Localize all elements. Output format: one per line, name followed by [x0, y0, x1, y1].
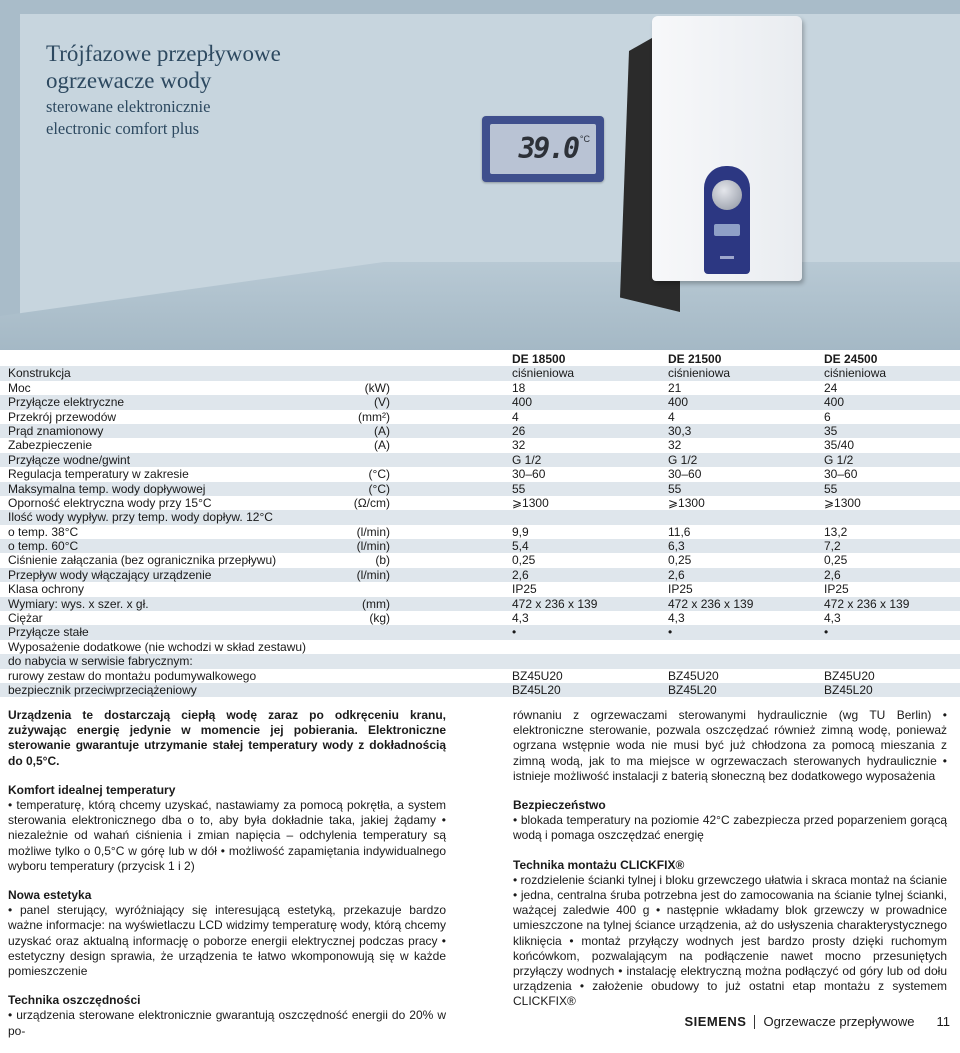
row-label: o temp. 38°C: [8, 524, 79, 539]
table-row: [0, 669, 960, 683]
row-value: 2,6: [824, 567, 841, 582]
row-value: 21: [668, 380, 682, 395]
table-row: [0, 438, 960, 452]
heading-saving: Technika oszczędności: [8, 993, 141, 1008]
row-value: 4: [512, 409, 519, 424]
heading-clickfix: Technika montażu CLICKFIX®: [513, 857, 685, 872]
row-value: BZ45L20: [512, 682, 561, 697]
row-label: Wymiary: wys. x szer. x gł.: [8, 596, 149, 611]
row-label: bezpiecznik przeciwprzeciążeniowy: [8, 682, 197, 697]
table-row: [0, 395, 960, 409]
heading-comfort: Komfort idealnej temperatury: [8, 782, 176, 797]
row-value: 0,25: [668, 553, 692, 568]
row-value: 55: [824, 481, 838, 496]
model-header: DE 21500: [668, 352, 722, 366]
row-label: o temp. 60°C: [8, 539, 79, 554]
table-row: [0, 582, 960, 596]
row-unit: (A): [374, 423, 390, 438]
row-label: Prąd znamionowy: [8, 423, 104, 438]
row-value: •: [668, 625, 673, 640]
row-value: 11,6: [668, 524, 691, 539]
row-value: 5,4: [512, 539, 529, 554]
row-unit: (°C): [368, 467, 390, 482]
row-value: 55: [668, 481, 682, 496]
row-value: BZ45U20: [668, 668, 719, 683]
row-value: G 1/2: [512, 452, 542, 467]
row-value: 24: [824, 380, 838, 395]
table-row: [0, 366, 960, 380]
row-value: BZ45L20: [824, 682, 873, 697]
row-unit: (A): [374, 438, 390, 453]
row-value: 9,9: [512, 524, 529, 539]
table-row: [0, 424, 960, 438]
row-label: Ilość wody wypływ. przy temp. wody dopływ. 12°C: [8, 510, 273, 525]
row-value: ⩾1300: [668, 495, 705, 510]
footer-section: Ogrzewacze przepływowe: [763, 1014, 915, 1029]
row-value: 30,3: [668, 423, 692, 438]
row-value: 30–60: [668, 467, 702, 482]
row-value: 6: [824, 409, 831, 424]
row-unit: (b): [375, 553, 390, 568]
model-header: DE 24500: [824, 352, 878, 366]
row-value: ciśnieniowa: [668, 366, 731, 381]
paragraph-saving: • urządzenia sterowane elektronicznie gwarantują oszczędność energii do 20% w po-: [8, 1008, 446, 1038]
row-label: Przepływ wody włączający urządzenie: [8, 567, 212, 582]
table-row: [0, 625, 960, 639]
row-value: 32: [512, 438, 526, 453]
row-value: ⩾1300: [824, 495, 861, 510]
row-value: 55: [512, 481, 526, 496]
lead-paragraph: Urządzenia te dostarczają ciepłą wodę zaraz po odkręceniu kranu, zużywając energię jedynie w momencie jej pobierania. Elektroniczne sterowanie gwarantuje utrzymanie stałej temperatury wody z dokładnością do 0,5°C.: [8, 708, 446, 768]
row-value: •: [512, 625, 517, 640]
row-label: Przyłącze stałe: [8, 625, 89, 640]
row-value: BZ45U20: [512, 668, 563, 683]
row-label: Zabezpieczenie: [8, 438, 93, 453]
row-value: IP25: [512, 582, 537, 597]
row-value: G 1/2: [668, 452, 698, 467]
row-value: BZ45L20: [668, 682, 717, 697]
knob-icon: [712, 180, 742, 210]
heater-control-panel: [704, 166, 750, 274]
row-value: 400: [824, 395, 845, 410]
heading-safety: Bezpieczeństwo: [513, 798, 606, 813]
row-unit: (l/min): [356, 567, 390, 582]
table-row: [0, 553, 960, 567]
table-row: [0, 510, 960, 524]
row-unit: (kW): [364, 380, 390, 395]
row-unit: (kg): [369, 611, 390, 626]
table-row: [0, 496, 960, 510]
row-value: ciśnieniowa: [824, 366, 887, 381]
table-row: [0, 640, 960, 654]
row-value: 35/40: [824, 438, 855, 453]
footer-divider: [754, 1015, 755, 1029]
row-label: Maksymalna temp. wody dopływowej: [8, 481, 206, 496]
heater-logo: [720, 256, 734, 259]
lcd-screen: [490, 124, 596, 174]
row-unit: (mm): [362, 596, 390, 611]
table-row: [0, 539, 960, 553]
model-header: DE 18500: [512, 352, 566, 366]
text-column-right: [513, 708, 947, 1024]
row-label: do nabycia w serwisie fabrycznym:: [8, 654, 193, 669]
brand-logo: SIEMENS: [684, 1014, 747, 1029]
table-row: [0, 611, 960, 625]
row-value: ⩾1300: [512, 495, 549, 510]
row-value: 18: [512, 380, 526, 395]
title-line-1: Trójfazowe przepływowe: [46, 41, 281, 66]
text-column-left: [8, 708, 446, 1053]
subtitle-line-2: electronic comfort plus: [46, 119, 200, 138]
row-value: 6,3: [668, 539, 685, 554]
row-value: IP25: [668, 582, 693, 597]
row-label: Przyłącze elektryczne: [8, 395, 125, 410]
row-value: 7,2: [824, 539, 841, 554]
row-value: 472 x 236 x 139: [512, 596, 598, 611]
lcd-temperature: 39.0: [518, 132, 578, 165]
row-value: 472 x 236 x 139: [824, 596, 910, 611]
subtitle-line-1: sterowane elektronicznie: [46, 97, 211, 116]
row-value: 472 x 236 x 139: [668, 596, 754, 611]
paragraph-saving-cont: równaniu z ogrzewaczami sterowanymi hydraulicznie (wg TU Berlin) • elektroniczne sterowanie, pozwala oszczędzać również zimną wodę, ponieważ ogrzana wstępnie woda nie musi być już chłodzona za pomocą mieszania z zimną wodą, jak to ma miejsce w ogrzewaczach sterowanych hydraulicznie • istnieje możliwość instalacji z baterią słoneczną bez dodatkowego wyposażenia: [513, 708, 947, 783]
page-title: [46, 40, 281, 140]
row-label: Wyposażenie dodatkowe (nie wchodzi w skład zestawu): [8, 639, 307, 654]
row-unit: (mm²): [358, 409, 390, 424]
row-value: G 1/2: [824, 452, 854, 467]
hero-image: [0, 0, 960, 350]
row-unit: (Ω/cm): [353, 495, 390, 510]
table-row: [0, 525, 960, 539]
page-number: 11: [936, 1014, 950, 1029]
row-value: 0,25: [824, 553, 848, 568]
title-line-2: ogrzewacze wody: [46, 68, 212, 93]
row-value: 30–60: [824, 467, 858, 482]
row-value: 4: [668, 409, 675, 424]
table-row: [0, 467, 960, 481]
row-value: 400: [668, 395, 689, 410]
row-label: Konstrukcja: [8, 366, 71, 381]
heater-display: [714, 224, 740, 236]
table-row: [0, 568, 960, 582]
page-footer: [684, 1014, 950, 1029]
row-unit: (l/min): [356, 524, 390, 539]
row-unit: (V): [374, 395, 390, 410]
paragraph-design: • panel sterujący, wyróżniający się interesującą estetyką, przekazuje bardzo ważne informacje: na wyświetlaczu LCD widzimy temperaturę wody, którą chcemy uzyskać oraz aktualną informację o poborze energii elektrycznej podczas pracy • estetyczny design sprawia, że urządzenia te łatwo wkomponowują się w każde pomieszczenie: [8, 903, 446, 979]
row-label: rurowy zestaw do montażu podumywalkowego: [8, 668, 257, 683]
heading-design: Nowa estetyka: [8, 888, 92, 903]
table-row: [0, 381, 960, 395]
paragraph-clickfix: • rozdzielenie ścianki tylnej i bloku grzewczego ułatwia i skraca montaż na ścianie • jedna, centralna śruba potrzebna jest do zamocowania na ścianie tylnej ścianki, ważącej zaledwie 400 g • następnie wkładamy blok grzewczy w prowadnice umieszczone na tylnej ściance urządzenia, aż do usłyszenia charakterystycznego kliknięcia • montaż przyłączy wodnych jest bardzo prosty dzięki ruchomym końcówkom, pozwalającym na podłączenie nawet mocno przesuniętych przyłączy wodnych • instalację elektryczną można podłączyć od góry lub od dołu urządzenia • założenie obudowy to już ostatni etap montażu z systemem CLICKFIX®: [513, 872, 947, 1009]
table-row: [0, 597, 960, 611]
spec-table: [0, 352, 960, 697]
water-heater-image: [652, 16, 802, 281]
table-row: [0, 410, 960, 424]
row-label: Przekrój przewodów: [8, 409, 117, 424]
row-label: Klasa ochrony: [8, 582, 85, 597]
row-value: ciśnieniowa: [512, 366, 575, 381]
row-value: 4,3: [668, 611, 685, 626]
row-value: 26: [512, 423, 526, 438]
row-value: BZ45U20: [824, 668, 875, 683]
row-value: 35: [824, 423, 838, 438]
row-unit: (l/min): [356, 539, 390, 554]
row-label: Ciężar: [8, 611, 43, 626]
row-label: Regulacja temperatury w zakresie: [8, 467, 189, 482]
lcd-unit: °C: [579, 134, 590, 144]
table-row: [0, 683, 960, 697]
row-value: 400: [512, 395, 533, 410]
table-header: [0, 352, 960, 366]
row-label: Ciśnienie załączania (bez ogranicznika przepływu): [8, 553, 277, 568]
paragraph-comfort: • temperaturę, którą chcemy uzyskać, nastawiamy za pomocą pokrętła, a system sterowania elektronicznego dba o to, aby była dokładnie taka, jakiej żądamy • niezależnie od wahań ciśnienia i zmian napięcia – odchylenia temperatury są możliwe tylko o 0,5°C w górę lub w dół • możliwość zapamiętania indywidualnego wyboru temperatury (przycisk 1 i 2): [8, 798, 446, 873]
row-value: 2,6: [668, 567, 685, 582]
table-row: [0, 654, 960, 668]
row-value: 30–60: [512, 467, 546, 482]
lcd-display: [482, 116, 604, 182]
row-value: IP25: [824, 582, 849, 597]
row-value: 4,3: [824, 611, 841, 626]
row-value: 2,6: [512, 567, 529, 582]
row-label: Moc: [8, 380, 31, 395]
row-value: •: [824, 625, 829, 640]
row-label: Oporność elektryczna wody przy 15°C: [8, 495, 212, 510]
row-unit: (°C): [368, 481, 390, 496]
row-label: Przyłącze wodne/gwint: [8, 452, 131, 467]
row-value: 13,2: [824, 524, 848, 539]
row-value: 4,3: [512, 611, 529, 626]
table-row: [0, 482, 960, 496]
paragraph-safety: • blokada temperatury na poziomie 42°C zabezpiecza przed poparzeniem gorącą wodą i pomaga oszczędzać energię: [513, 813, 947, 843]
row-value: 0,25: [512, 553, 536, 568]
table-row: [0, 453, 960, 467]
row-value: 32: [668, 438, 682, 453]
